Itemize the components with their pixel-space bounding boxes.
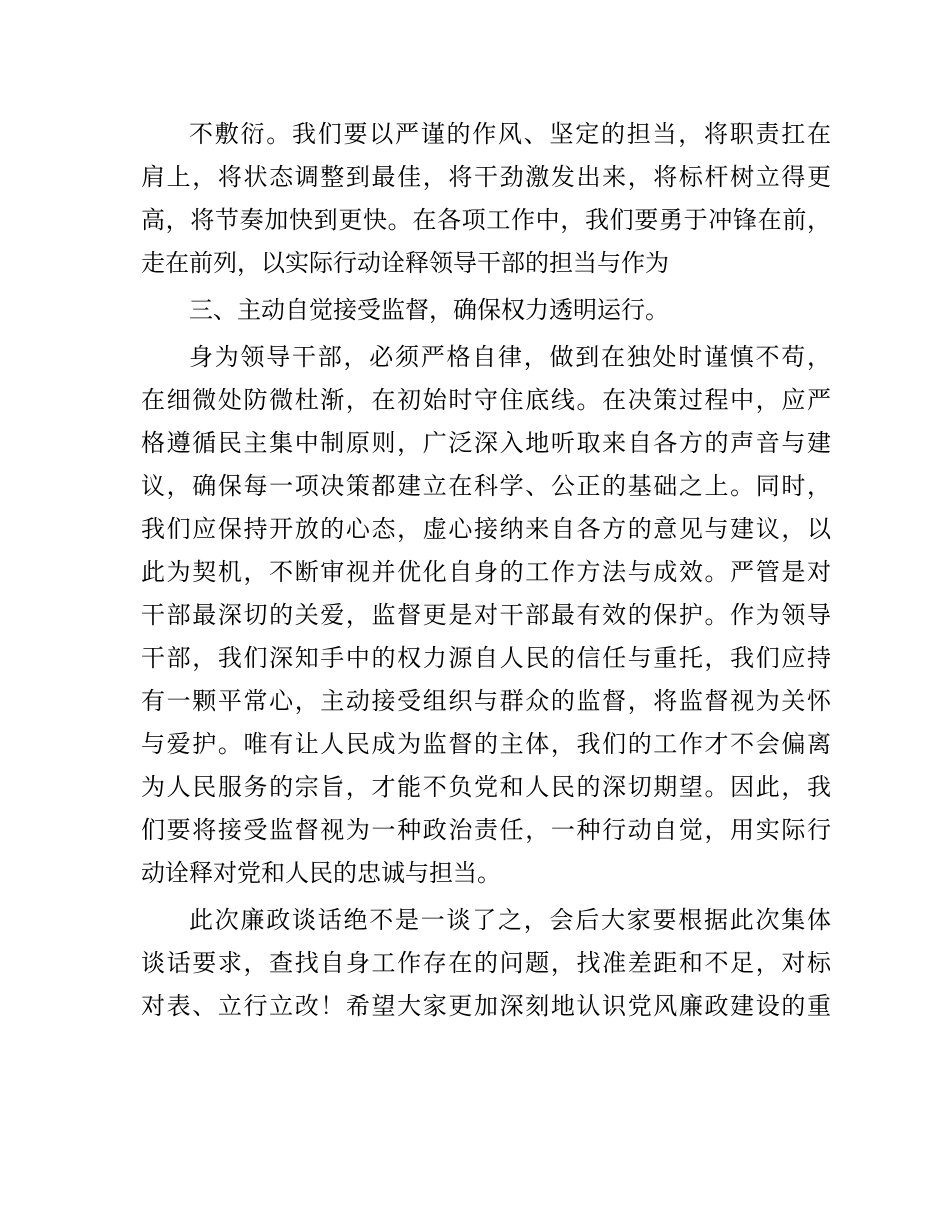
- paragraph-line: 高，将节奏加快到更快。在各项工作中，我们要勇于冲锋在前，: [141, 206, 831, 234]
- paragraph-line: 在细微处防微杜渐，在初始时守住底线。在决策过程中，应严: [141, 386, 831, 414]
- paragraph-line: 我们应保持开放的心态，虚心接纳来自各方的意见与建议，以: [141, 515, 831, 543]
- paragraph-line: 议，确保每一项决策都建立在科学、公正的基础之上。同时，: [141, 472, 831, 500]
- paragraph-line: 肩上，将状态调整到最佳，将干劲激发出来，将标杆树立得更: [141, 163, 831, 191]
- paragraph-line: 对表、立行立改！希望大家更加深刻地认识党风廉政建设的重: [141, 992, 831, 1020]
- paragraph-line: 此为契机，不断审视并优化自身的工作方法与成效。严管是对: [141, 558, 831, 586]
- paragraph-line: 走在前列，以实际行动诠释领导干部的担当与作为: [141, 249, 669, 277]
- paragraph-1: [141, 113, 831, 285]
- paragraph-4: [141, 899, 831, 1028]
- paragraph-line: 谈话要求，查找自身工作存在的问题，找准差距和不足，对标: [141, 949, 831, 977]
- paragraph-line: 此次廉政谈话绝不是一谈了之，会后大家要根据此次集体: [189, 906, 831, 934]
- paragraph-line: 身为领导干部，必须严格自律，做到在独处时谨慎不苟，: [189, 343, 831, 371]
- paragraph-line: 干部，我们深知手中的权力源自人民的信任与重托，我们应持: [141, 644, 831, 672]
- paragraph-line: 格遵循民主集中制原则，广泛深入地听取来自各方的声音与建: [141, 429, 831, 457]
- paragraph-line: 有一颗平常心，主动接受组织与群众的监督，将监督视为关怀: [141, 687, 831, 715]
- paragraph-3: [141, 336, 831, 895]
- paragraph-line: 与爱护。唯有让人民成为监督的主体，我们的工作才不会偏离: [141, 730, 831, 758]
- paragraph-line: 们要将接受监督视为一种政治责任，一种行动自觉，用实际行: [141, 816, 831, 844]
- paragraph-line: 不敷衍。我们要以严谨的作风、坚定的担当，将职责扛在: [189, 120, 831, 148]
- section-heading-line: 三、主动自觉接受监督，确保权力透明运行。: [189, 296, 669, 324]
- paragraph-line: 干部最深切的关爱，监督更是对干部最有效的保护。作为领导: [141, 601, 831, 629]
- section-heading-3: [141, 289, 831, 332]
- paragraph-line: 为人民服务的宗旨，才能不负党和人民的深切期望。因此，我: [141, 773, 831, 801]
- document-body: [141, 113, 831, 1028]
- paragraph-line: 动诠释对党和人民的忠诚与担当。: [141, 859, 501, 887]
